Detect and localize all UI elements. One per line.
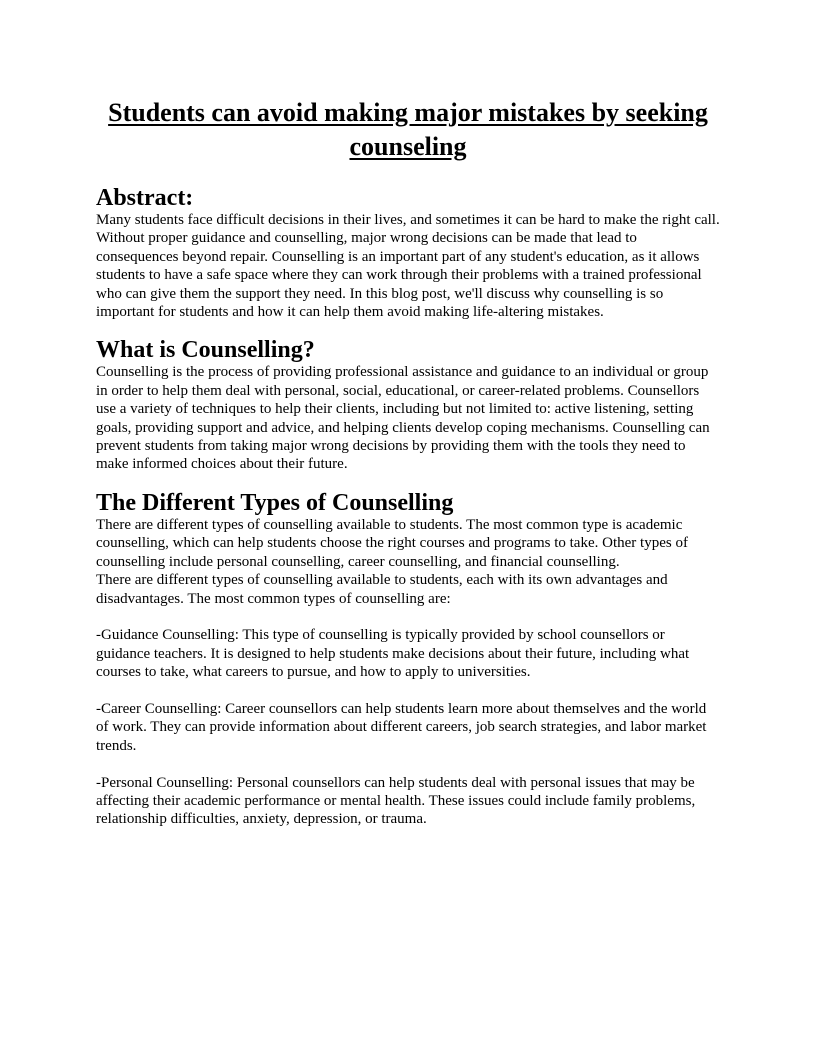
what-is-counselling-paragraph: Counselling is the process of providing professional assistance and guidance to an individual or group in order to help them deal with personal, social, educational, or career-related problems. Counsellors use a variety of techniques to help their clients, including but not limited to: active listening, setting goals, providing support and advice, and helping clients develop coping mechanisms. Counselling can prevent students from taking major wrong decisions by providing them with the tools they need to make informed choices about their future.	[96, 364, 710, 473]
types-of-counselling-heading: The Different Types of Counselling	[96, 489, 454, 516]
career-counselling-item: -Career Counselling: Career counsellors can help students learn more about themselves and the world of work. They can provide information about different careers, job search strategies, and labor market trends.	[96, 700, 707, 754]
spacer	[96, 682, 720, 700]
spacer	[96, 755, 720, 773]
personal-counselling-item: -Personal Counselling: Personal counsellors can help students deal with personal issues that may be affecting their academic performance or mental health. These issues could include family problems, relationship difficulties, anxiety, depression, or trauma.	[96, 774, 696, 828]
abstract-paragraph: Many students face difficult decisions in their lives, and sometimes it can be hard to make the right call. Without proper guidance and counselling, major wrong decisions can be made that lead to consequences beyond repair. Counselling is an important part of any student's education, as it allows students to have a safe space where they can work through their problems with a trained professional who can give them the support they need. In this blog post, we'll discuss why counselling is so important for students and how it can help them avoid making life-altering mistakes.	[96, 212, 720, 321]
types-of-counselling-section	[96, 490, 720, 829]
document-page	[96, 96, 720, 829]
what-is-counselling-section	[96, 337, 720, 473]
types-summary-paragraph: There are different types of counselling available to students, each with its own advantages and disadvantages. The most common types of counselling are:	[96, 572, 668, 607]
spacer	[96, 608, 720, 626]
spacer	[96, 321, 720, 337]
guidance-counselling-item: -Guidance Counselling: This type of counselling is typically provided by school counsellors or guidance teachers. It is designed to help students make decisions about their future, including what courses to take, what careers to pursue, and how to apply to universities.	[96, 627, 690, 681]
spacer	[96, 474, 720, 490]
types-intro-paragraph: There are different types of counselling available to students. The most common type is academic counselling, which can help students choose the right courses and programs to take. Other types of counselling include personal counselling, career counselling, and financial counselling.	[96, 516, 688, 570]
spacer	[96, 164, 720, 185]
abstract-section	[96, 185, 720, 321]
abstract-heading: Abstract:	[96, 185, 194, 211]
what-is-counselling-heading: What is Counselling?	[96, 337, 315, 364]
document-title: Students can avoid making major mistakes by seeking counseling	[108, 98, 708, 161]
